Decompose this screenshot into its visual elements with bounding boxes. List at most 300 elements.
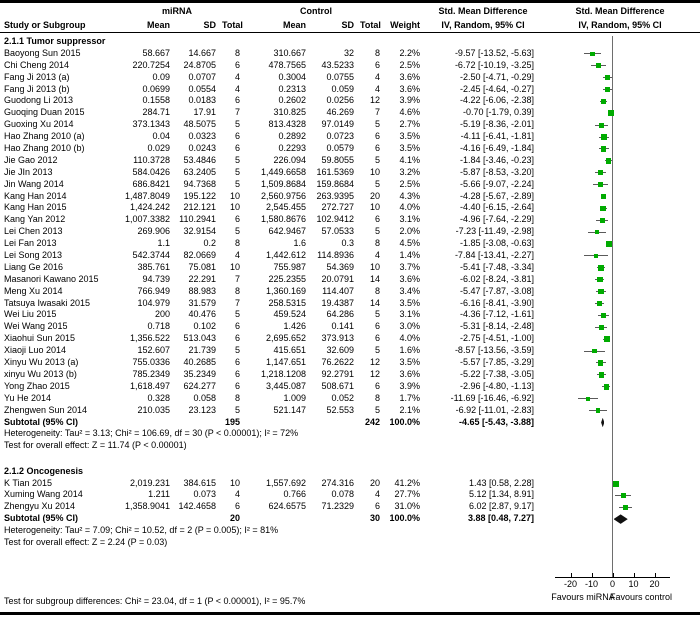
control-total: 5 bbox=[374, 119, 380, 130]
weight: 3.6% bbox=[399, 83, 420, 94]
control-mean: 478.7565 bbox=[268, 59, 306, 70]
effect-marker bbox=[597, 301, 602, 306]
control-mean: 258.5315 bbox=[268, 297, 306, 308]
effect-marker bbox=[601, 146, 606, 151]
mirna-sd: 0.2 bbox=[203, 238, 216, 249]
control-mean: 755.987 bbox=[273, 261, 306, 272]
mirna-mean: 200 bbox=[154, 309, 170, 320]
x-axis-tick bbox=[634, 573, 635, 577]
control-total: 10 bbox=[369, 166, 380, 177]
study-name: Kang Yan 2012 bbox=[4, 214, 66, 225]
study-row bbox=[0, 381, 700, 393]
mirna-sd: 82.0669 bbox=[183, 250, 216, 261]
smd-ci-text: -4.22 [-6.06, -2.38] bbox=[459, 95, 534, 106]
control-sd: 19.4387 bbox=[321, 297, 354, 308]
weight: 31.0% bbox=[394, 501, 420, 512]
control-total: 14 bbox=[369, 273, 380, 284]
mirna-sd: 212.121 bbox=[183, 202, 216, 213]
control-mean: 459.524 bbox=[273, 309, 306, 320]
study-name: Chi Cheng 2014 bbox=[4, 59, 70, 70]
control-mean: 2,695.652 bbox=[265, 333, 306, 344]
study-name: Subtotal (95% CI) bbox=[4, 416, 79, 427]
forest-plot-cell bbox=[540, 501, 700, 513]
mirna-sd: 0.0554 bbox=[188, 83, 216, 94]
smd-ci-text: 1.43 [0.58, 2.28] bbox=[468, 477, 534, 488]
heterogeneity-text: Heterogeneity: Tau² = 7.09; Chi² = 10.52, df = 2 (P = 0.005); I² = 81% bbox=[4, 525, 279, 536]
control-mean: 1,442.612 bbox=[265, 250, 306, 261]
weight: 2.2% bbox=[399, 47, 420, 58]
effect-marker bbox=[598, 182, 603, 187]
control-mean bbox=[246, 513, 312, 525]
control-total: 4 bbox=[374, 71, 380, 82]
smd-ci-text: 3.88 [0.48, 7.27] bbox=[467, 513, 534, 524]
mirna-mean: 1,424.242 bbox=[129, 202, 170, 213]
x-axis-tick bbox=[592, 573, 593, 577]
effect-marker bbox=[597, 277, 602, 282]
study-name: Fang Ji 2013 (b) bbox=[4, 83, 70, 94]
study-row bbox=[0, 333, 700, 345]
mirna-sd: 142.4658 bbox=[178, 501, 216, 512]
effect-marker bbox=[605, 87, 610, 92]
forest-plot-cell bbox=[540, 478, 700, 490]
x-axis-tick-label: 10 bbox=[628, 579, 639, 589]
mirna-total: 195 bbox=[224, 416, 240, 427]
study-row bbox=[0, 262, 700, 274]
mirna-total: 10 bbox=[229, 477, 240, 488]
control-mean: 1,218.1208 bbox=[260, 368, 306, 379]
mirna-mean: 284.71 bbox=[142, 107, 170, 118]
overall-effect-text: Test for overall effect: Z = 11.74 (P < 0.00001) bbox=[4, 440, 187, 451]
smd-ci-text: -6.92 [-11.01, -2.83] bbox=[455, 404, 534, 415]
mirna-mean: 0.09 bbox=[152, 71, 170, 82]
study-row bbox=[0, 357, 700, 369]
study-name: Baoyong Sun 2015 bbox=[4, 47, 81, 58]
study-name: Wei Liu 2015 bbox=[4, 309, 57, 320]
mirna-sd: 48.5075 bbox=[183, 119, 216, 130]
forest-plot-cell bbox=[540, 298, 700, 310]
control-sd: 263.9395 bbox=[316, 190, 354, 201]
control-total: 4 bbox=[374, 489, 380, 500]
forest-plot-cell bbox=[540, 274, 700, 286]
control-total: 8 bbox=[374, 285, 380, 296]
mirna-sd: 40.476 bbox=[188, 309, 216, 320]
mirna-mean: 584.0426 bbox=[132, 166, 170, 177]
mirna-mean: 58.667 bbox=[142, 47, 170, 58]
control-total: 242 bbox=[364, 416, 380, 427]
spacer bbox=[0, 4, 108, 18]
study-name: Lei Fan 2013 bbox=[4, 238, 57, 249]
control-total: 5 bbox=[374, 345, 380, 356]
study-row bbox=[0, 72, 700, 84]
mirna-mean: 766.949 bbox=[137, 285, 170, 296]
study-row bbox=[0, 274, 700, 286]
favours-left-label: Favours miRNA bbox=[551, 592, 615, 602]
weight: 2.1% bbox=[399, 404, 420, 415]
smd-ci-text: 5.12 [1.34, 8.91] bbox=[468, 489, 534, 500]
control-mean: 310.667 bbox=[273, 47, 306, 58]
forest-plot-cell bbox=[540, 131, 700, 143]
weight: 3.0% bbox=[399, 321, 420, 332]
x-axis-line bbox=[555, 577, 670, 578]
x-axis-tick bbox=[613, 573, 614, 577]
smd-ci-text: -5.22 [-7.38, -3.05] bbox=[459, 368, 534, 379]
col-mirna-sd: SD bbox=[203, 20, 216, 30]
mirna-sd: 94.7368 bbox=[183, 178, 216, 189]
study-row bbox=[0, 250, 700, 262]
smd-ci-text: -0.70 [-1.79, 0.39] bbox=[462, 107, 534, 118]
mirna-mean: 0.029 bbox=[147, 143, 170, 154]
control-total: 30 bbox=[369, 513, 380, 524]
smd-ci-text: -2.96 [-4.80, -1.13] bbox=[459, 380, 534, 391]
mirna-mean bbox=[108, 513, 176, 525]
control-total: 4 bbox=[374, 250, 380, 261]
effect-marker bbox=[599, 123, 604, 128]
mirna-total: 6 bbox=[234, 333, 240, 344]
col-mirna-mean: Mean bbox=[146, 20, 170, 30]
control-total: 6 bbox=[374, 501, 380, 512]
control-total: 20 bbox=[369, 190, 380, 201]
table-header bbox=[0, 4, 700, 33]
mirna-total: 6 bbox=[234, 321, 240, 332]
effect-marker bbox=[623, 505, 628, 510]
control-sd: 32.609 bbox=[326, 345, 354, 356]
study-row bbox=[0, 48, 700, 60]
forest-plot-cell bbox=[540, 381, 700, 393]
mirna-total: 10 bbox=[229, 190, 240, 201]
effect-marker bbox=[608, 110, 614, 116]
study-row bbox=[0, 489, 700, 501]
smd-ci-text: -4.40 [-6.15, -2.64] bbox=[459, 202, 534, 213]
study-row bbox=[0, 501, 700, 513]
mirna-total: 5 bbox=[234, 154, 240, 165]
mirna-sd bbox=[176, 417, 222, 429]
study-row bbox=[0, 345, 700, 357]
weight: 4.0% bbox=[399, 333, 420, 344]
forest-plot-cell bbox=[540, 84, 700, 96]
col-control-mean: Mean bbox=[282, 20, 306, 30]
control-total: 20 bbox=[369, 477, 380, 488]
mirna-sd: 75.081 bbox=[188, 261, 216, 272]
study-name: Xinyu Wu 2013 (a) bbox=[4, 357, 79, 368]
smd-ci-text: -4.11 [-6.41, -1.81] bbox=[460, 131, 534, 142]
study-row bbox=[0, 202, 700, 214]
weight: 4.0% bbox=[399, 202, 420, 213]
effect-marker bbox=[604, 336, 610, 342]
control-total: 8 bbox=[374, 392, 380, 403]
smd-ci-text: -2.45 [-4.64, -0.27] bbox=[459, 83, 534, 94]
mirna-sd: 0.102 bbox=[193, 321, 216, 332]
mirna-total: 5 bbox=[234, 178, 240, 189]
control-mean: 225.2355 bbox=[268, 273, 306, 284]
mirna-mean: 542.3744 bbox=[132, 250, 170, 261]
control-sd: 59.8055 bbox=[321, 154, 354, 165]
study-row bbox=[0, 179, 700, 191]
forest-plot-cell bbox=[540, 107, 700, 119]
smd-ci-text: -8.57 [-13.56, -3.59] bbox=[454, 345, 534, 356]
control-sd: 272.727 bbox=[321, 202, 354, 213]
smd-ci-text: -1.84 [-3.46, -0.23] bbox=[459, 154, 534, 165]
mirna-mean: 0.0699 bbox=[142, 83, 170, 94]
effect-marker bbox=[606, 241, 612, 247]
mirna-total: 5 bbox=[234, 119, 240, 130]
forest-plot-cell bbox=[540, 167, 700, 179]
forest-plot-cell bbox=[540, 286, 700, 298]
mirna-sd: 21.739 bbox=[188, 345, 216, 356]
mirna-sd bbox=[176, 513, 222, 525]
mirna-sd: 24.8705 bbox=[183, 59, 216, 70]
control-mean: 1.6 bbox=[293, 238, 306, 249]
study-name: Tatsuya Iwasaki 2015 bbox=[4, 297, 91, 308]
control-total: 5 bbox=[374, 226, 380, 237]
col-study: Study or Subgroup bbox=[4, 20, 86, 30]
effect-marker bbox=[613, 481, 619, 487]
control-sd: 114.8936 bbox=[317, 250, 354, 261]
smd-ci-text: -6.16 [-8.41, -3.90] bbox=[459, 297, 534, 308]
mirna-mean: 1,358.9041 bbox=[124, 501, 170, 512]
weight: 3.5% bbox=[399, 357, 420, 368]
top-border bbox=[0, 0, 700, 3]
effect-marker bbox=[606, 158, 612, 164]
control-total: 5 bbox=[374, 404, 380, 415]
weight: 2.7% bbox=[399, 119, 420, 130]
study-name: Liang Ge 2016 bbox=[4, 261, 64, 272]
control-mean: 1,360.169 bbox=[265, 285, 306, 296]
effect-marker bbox=[605, 75, 610, 80]
control-mean: 0.2293 bbox=[278, 143, 306, 154]
study-name: K Tian 2015 bbox=[4, 477, 53, 488]
control-total: 6 bbox=[374, 333, 380, 344]
control-sd: 71.2329 bbox=[321, 501, 354, 512]
mirna-total: 5 bbox=[234, 166, 240, 177]
forest-plot-cell bbox=[540, 202, 700, 214]
mirna-sd: 53.4846 bbox=[183, 154, 216, 165]
mirna-mean: 1.1 bbox=[157, 238, 170, 249]
control-total: 6 bbox=[374, 143, 380, 154]
forest-plot-cell bbox=[540, 489, 700, 501]
control-sd: 32 bbox=[343, 47, 354, 58]
study-name: Wei Wang 2015 bbox=[4, 321, 68, 332]
weight: 1.6% bbox=[399, 345, 420, 356]
forest-plot-cell bbox=[540, 309, 700, 321]
smd-ci-text: -4.65 [-5.43, -3.88] bbox=[458, 416, 534, 427]
control-mean: 1,509.8684 bbox=[260, 178, 306, 189]
weight: 3.1% bbox=[399, 214, 420, 225]
mirna-total: 4 bbox=[234, 83, 240, 94]
col-plot-method: IV, Random, 95% CI bbox=[578, 20, 662, 30]
control-mean: 0.2602 bbox=[278, 95, 306, 106]
subtotal-row bbox=[0, 513, 700, 525]
forest-plot-cell bbox=[540, 250, 700, 262]
study-name: Fang Ji 2013 (a) bbox=[4, 71, 70, 82]
mirna-sd: 17.91 bbox=[193, 107, 216, 118]
control-mean: 1,449.6658 bbox=[260, 166, 306, 177]
mirna-total: 7 bbox=[234, 297, 240, 308]
mirna-sd: 384.615 bbox=[183, 477, 216, 488]
mirna-mean bbox=[108, 417, 176, 429]
study-name: Xuming Wang 2014 bbox=[4, 489, 83, 500]
mirna-mean: 210.035 bbox=[137, 404, 170, 415]
mirna-mean: 1,007.3382 bbox=[124, 214, 170, 225]
weight: 100.0% bbox=[389, 513, 420, 524]
forest-plot-cell bbox=[540, 95, 700, 107]
weight: 3.6% bbox=[399, 368, 420, 379]
control-total: 7 bbox=[374, 107, 380, 118]
x-axis-tick-label: -20 bbox=[563, 579, 577, 589]
weight: 3.6% bbox=[399, 273, 420, 284]
subtotal-row bbox=[0, 417, 700, 429]
bottom-border bbox=[0, 612, 700, 615]
control-mean: 813.4328 bbox=[268, 119, 306, 130]
control-total: 12 bbox=[369, 95, 380, 106]
mirna-total: 7 bbox=[234, 273, 240, 284]
effect-marker bbox=[601, 99, 607, 105]
overall-effect-text: Test for overall effect: Z = 2.24 (P = 0.03) bbox=[4, 537, 168, 548]
mirna-total: 6 bbox=[234, 131, 240, 142]
column-header-row bbox=[0, 18, 700, 33]
smd-ci-text: -7.84 [-13.41, -2.27] bbox=[454, 250, 534, 261]
study-name: Guoqing Duan 2015 bbox=[4, 107, 85, 118]
mirna-total: 6 bbox=[234, 59, 240, 70]
control-mean: 0.2892 bbox=[278, 131, 306, 142]
weight: 2.0% bbox=[399, 226, 420, 237]
control-sd: 0.078 bbox=[331, 489, 354, 500]
control-sd: 54.369 bbox=[326, 261, 354, 272]
mirna-sd: 0.058 bbox=[193, 392, 216, 403]
control-total: 6 bbox=[374, 59, 380, 70]
mirna-sd: 31.579 bbox=[188, 297, 216, 308]
study-name: Xiaoji Luo 2014 bbox=[4, 345, 67, 356]
smd-ci-text: -5.19 [-8.36, -2.01] bbox=[459, 119, 534, 130]
weight: 3.2% bbox=[399, 166, 420, 177]
study-row bbox=[0, 393, 700, 405]
control-sd: 76.2622 bbox=[321, 357, 354, 368]
control-sd: 64.286 bbox=[326, 309, 354, 320]
mirna-mean: 785.2349 bbox=[132, 368, 170, 379]
col-control-sd: SD bbox=[341, 20, 354, 30]
control-total: 5 bbox=[374, 154, 380, 165]
mirna-sd: 110.2941 bbox=[179, 214, 216, 225]
weight: 4.5% bbox=[399, 238, 420, 249]
study-row bbox=[0, 167, 700, 179]
mirna-total: 8 bbox=[234, 392, 240, 403]
control-total: 14 bbox=[369, 297, 380, 308]
control-sd: 0.0723 bbox=[326, 131, 354, 142]
study-row bbox=[0, 309, 700, 321]
mirna-mean: 686.8421 bbox=[132, 178, 170, 189]
smd-ci-text: -4.28 [-5.67, -2.89] bbox=[459, 190, 534, 201]
study-row bbox=[0, 478, 700, 490]
mirna-mean: 1,356.522 bbox=[129, 333, 170, 344]
col-mirna-total: Total bbox=[222, 20, 243, 30]
control-sd: 0.3 bbox=[341, 238, 354, 249]
forest-plot-cell bbox=[540, 238, 700, 250]
study-row bbox=[0, 226, 700, 238]
smd-ci-text: -1.85 [-3.08, -0.63] bbox=[459, 238, 534, 249]
control-mean: 415.651 bbox=[273, 345, 306, 356]
subtotal-diamond bbox=[614, 514, 628, 524]
study-name: Jie Gao 2012 bbox=[4, 154, 58, 165]
mirna-sd: 624.277 bbox=[183, 380, 216, 391]
mirna-total: 5 bbox=[234, 404, 240, 415]
control-mean: 226.094 bbox=[273, 154, 306, 165]
mirna-total: 6 bbox=[234, 380, 240, 391]
study-name: Hao Zhang 2010 (a) bbox=[4, 131, 85, 142]
control-sd bbox=[312, 417, 360, 429]
control-mean: 0.766 bbox=[283, 489, 306, 500]
smd-ci-text: -5.66 [-9.07, -2.24] bbox=[459, 178, 534, 189]
x-axis-tick-label: 0 bbox=[609, 579, 615, 589]
subtotal-diamond bbox=[601, 418, 604, 428]
control-sd: 57.0533 bbox=[321, 226, 354, 237]
study-name: Lei Song 2013 bbox=[4, 250, 63, 261]
effect-marker bbox=[596, 63, 601, 68]
mirna-total: 5 bbox=[234, 345, 240, 356]
control-sd: 373.913 bbox=[321, 333, 354, 344]
mirna-total: 4 bbox=[234, 489, 240, 500]
effect-marker bbox=[586, 397, 590, 401]
col-weight: Weight bbox=[390, 20, 420, 30]
study-row bbox=[0, 95, 700, 107]
mirna-mean: 1.211 bbox=[148, 489, 170, 500]
x-axis-tick bbox=[571, 573, 572, 577]
x-axis-tick-label: 20 bbox=[649, 579, 660, 589]
smd-ci-text: -11.69 [-16.46, -6.92] bbox=[450, 392, 534, 403]
mirna-mean: 385.761 bbox=[137, 261, 170, 272]
study-name: Lei Chen 2013 bbox=[4, 226, 63, 237]
effect-marker bbox=[601, 134, 606, 139]
mirna-mean: 373.1343 bbox=[132, 119, 170, 130]
forest-plot-cell bbox=[540, 191, 700, 203]
study-row bbox=[0, 119, 700, 131]
effect-marker bbox=[592, 349, 596, 353]
weight: 27.7% bbox=[394, 489, 420, 500]
smd-ci-text: -5.87 [-8.53, -3.20] bbox=[459, 166, 534, 177]
mirna-total: 8 bbox=[234, 238, 240, 249]
forest-plot-cell bbox=[540, 417, 700, 429]
smd-ci-text: -5.57 [-7.85, -3.29] bbox=[459, 357, 534, 368]
smd-ci-text: -5.41 [-7.48, -3.34] bbox=[459, 261, 534, 272]
weight: 4.3% bbox=[399, 190, 420, 201]
effect-marker bbox=[590, 52, 594, 56]
effect-marker bbox=[601, 313, 606, 318]
control-total: 6 bbox=[374, 321, 380, 332]
mirna-total: 6 bbox=[234, 357, 240, 368]
subgroup-difference-test: Test for subgroup differences: Chi² = 23.04, df = 1 (P < 0.00001), I² = 95.7% bbox=[4, 596, 306, 606]
mirna-sd: 513.043 bbox=[183, 333, 216, 344]
weight: 41.2% bbox=[394, 477, 420, 488]
control-mean: 0.2313 bbox=[278, 83, 306, 94]
mirna-total: 5 bbox=[234, 226, 240, 237]
mirna-sd: 32.9154 bbox=[183, 226, 216, 237]
control-sd bbox=[312, 513, 360, 525]
mirna-mean: 0.718 bbox=[147, 321, 170, 332]
study-name: Kang Han 2015 bbox=[4, 202, 67, 213]
study-row bbox=[0, 191, 700, 203]
study-name: Kang Han 2014 bbox=[4, 190, 67, 201]
mirna-sd: 14.667 bbox=[188, 47, 216, 58]
x-axis-tick-label: -10 bbox=[584, 579, 598, 589]
study-name: Zhengyu Xu 2014 bbox=[4, 501, 76, 512]
control-mean: 1,580.8676 bbox=[260, 214, 306, 225]
smd-ci-text: -4.36 [-7.12, -1.61] bbox=[459, 309, 534, 320]
mirna-total: 7 bbox=[234, 107, 240, 118]
study-row bbox=[0, 298, 700, 310]
study-name: xinyu Wu 2013 (b) bbox=[4, 368, 77, 379]
study-name: Jie JIn 2013 bbox=[4, 166, 53, 177]
mirna-total: 5 bbox=[234, 309, 240, 320]
control-total: 5 bbox=[374, 178, 380, 189]
control-total: 5 bbox=[374, 309, 380, 320]
